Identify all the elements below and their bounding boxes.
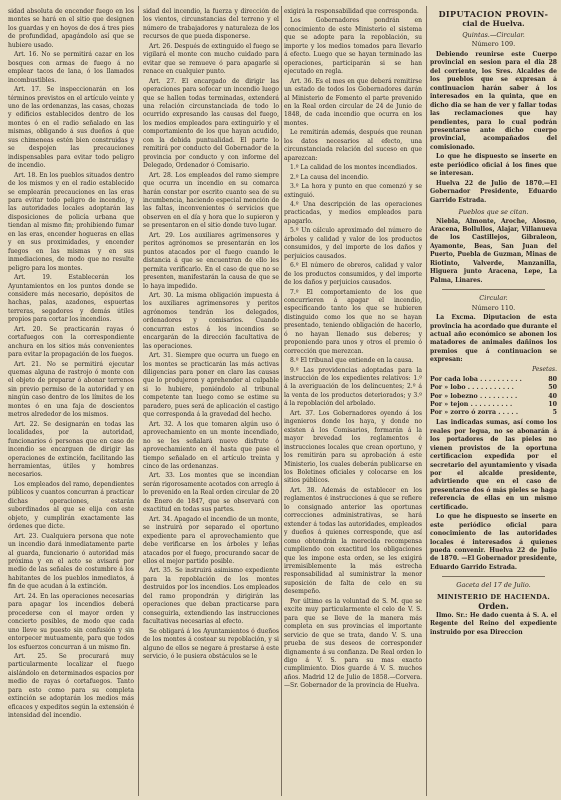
circular-number: Número 110. bbox=[471, 303, 516, 312]
table-row bbox=[430, 409, 557, 417]
article-19: Art. 19. Establecerán los Ayuntamientos en los puntos donde se considere más necesario, depósitos de hachas, palas, azadones, espuertas terreras, segadores y demás útiles propios para cortar los incendios. bbox=[8, 274, 134, 324]
article-16: Art. 16. No se permitirá cazar en los bosques con armas de fuego á no emplear tacos de lana, ó los llamados incombustibles. bbox=[8, 51, 134, 84]
list-item: 3.º La hora y punto en que comenzó y se extinguió. bbox=[284, 183, 422, 199]
article-36: Art. 36. Es el mes en que deberá remitirse un estado de todos los Gobernadores darán al Ministerio de Fomento el parte prevenido en la Real orden circular de 24 de Junio de 1848, de cada incendio que ocurra en los montes. bbox=[284, 77, 422, 127]
article-32: Art. 32. A los que tomaren algún uso ó aprovechamiento en un monte incendiado, no se les señalará nuevo disfrute ó aprovechamiento en él hasta que pase el tiempo señalado en el artículo treinta y cinco de las ordenanzas. bbox=[143, 420, 279, 471]
circular-number: Número 109. bbox=[471, 40, 516, 49]
paragraph: Le remitirán además, después que reunan los datos necesarios al efecto, una circunstanciada relación del suceso en que aparezcan: bbox=[284, 129, 422, 162]
paragraph: Los Gobernadores pondrán en conocimiento de este Ministerio el sistema que se adopte para la repoblación, su importe y los medios tomados para llevarlo á efecto. Luego que se hayan terminado las operaciones, participarán si se han ejecutado en regla. bbox=[284, 17, 422, 76]
column-divider bbox=[426, 6, 427, 796]
column-2 bbox=[143, 8, 279, 794]
article-30: Art. 30. La misma obligación impuesta á los auxiliares agrimensores y peritos agrónomos tendrán los delegados, ordenadores y comisarios. Cuando concurran estos á los incendios se encargarán de la dirección facultativa de las operaciones. bbox=[143, 291, 279, 350]
circular-signature: Huelva 22 de Julio de 1870.—El Gobernador Presidente, Eduardo Garrido Estrada. bbox=[430, 179, 557, 204]
column-divider bbox=[281, 6, 282, 796]
circular-note: Lo que he dispuesto se inserte en este periódico oficial á los fines que se interesan. bbox=[430, 153, 557, 178]
ministry-title: MINISTERIO DE HACIENDA. bbox=[436, 592, 551, 601]
price-item: Por » tejon . . . . . . . . . . bbox=[430, 400, 513, 408]
article-38: Art. 38. Además de establecer en los reglamentos é instrucciones á que se refiere lo consignado anterior las oportunas correcciones administrativas, se hará extender á todas las autoridades, empleados y dueños á quienes corresponde, que así como obtendrán la merecida recompensa cumpliendo con exactitud los obligaciones que les impone esta orden, se les exigirá irremisiblemente la más estrecha responsabilidad al suministrar la menor suposición de falta de celo en su desempeño. bbox=[284, 486, 422, 596]
column-3 bbox=[284, 8, 422, 794]
article-20: Art. 20. Se practicarán rayas ó cortafuegos con la correspondiente anchura en los sitios más convenientes para evitar la propagación de los fuegos. bbox=[8, 325, 134, 359]
divider bbox=[442, 289, 545, 290]
column-divider bbox=[138, 6, 139, 796]
table-row bbox=[430, 393, 557, 401]
price-value: 40 bbox=[548, 392, 557, 400]
section-header: DIPUTACION PROVIN- bbox=[438, 9, 549, 19]
article-24: Art. 24. En las operaciones necesarias para apagar los incendios deberá procederse con el mayor orden y concierto posibles, de modo que cada uno lleve su puesto sin confusión y sin entorpecer mutuamente, para que todos los esfuerzos concurran á un mismo fin. bbox=[8, 592, 134, 651]
list-item: 9.º Las providencias adoptadas para la instrucción de los expedientes relativos: 1.º á la averiguación de los delincuentes; 2.º á la venta de los productos deteriorados; y 3.º á la repoblación del arbolado. bbox=[284, 366, 422, 408]
article-17: Art. 17. Se inspeccionarán en los términos previstos en el artículo veinte y uno de las ordenanzas, las casas, chozas y edificios establecidos dentro de los montes ó en el radio señalado en las mismas, obligando á sus dueños á que sus chimeneas estén bien construidas y se despojen las precauciones indispensables para evitar todo peligro de incendio. bbox=[8, 86, 134, 170]
article-22: Art. 22. Se designarán en todas las localidades, por la autoridad, funcionarios ó personas que en caso de incendio se encarguen de dirigir las operaciones de extinción, facilitando las herramientas, útiles y hombres necesarios. bbox=[8, 420, 134, 479]
article-25: Art. 25. Se procurará muy particularmente localizar el fuego aislándolo en determinados espacios por medio de rayas ó cortafuegos. Tanto para esto como para su completa extinción se adoptarán los medios más eficaces y expeditos según la extensión é intensidad del incendio. bbox=[8, 652, 134, 720]
price-value: 80 bbox=[548, 376, 557, 384]
paragraph: Los empleados del ramo, dependientes públicos y cuantos concurran á practicar dichas operaciones, estarán subordinados al que se elija con este objeto, y cumplirán exactamente las órdenes que dicte. bbox=[8, 480, 134, 531]
table-row bbox=[430, 384, 557, 392]
order-title: Orden. bbox=[478, 601, 509, 612]
pueblos-list: Niebla, Almonte, Aroche, Alosno, Aracena, Bollullos, Alajar, Villanueva de los Castillejos, Gibraleon, Ayamonte, Beas, San Juan del Puerto, Puebla de Guzman, Minas de Riotinto, Valverde, Manzanilla, Higuera junto Aracena, Lepe, La Palma, Linares. bbox=[430, 217, 557, 284]
section-header-sub: cial de Huelva. bbox=[462, 19, 525, 28]
column-4 bbox=[430, 8, 557, 794]
price-item: Por » lobo . . . . . . . . . . . bbox=[430, 384, 514, 392]
article-34: Art. 34. Apagado el incendio de un monte, se instruirá por separado el oportuno expediente para el aprovechamiento que debe verificarse en los árboles y leñas atacados por el fuego, procurando sacar de ellos el mejor partido posible. bbox=[143, 515, 279, 565]
list-item: 4.º Una descripción de las operaciones practicadas, y medios empleados para apagarlo. bbox=[284, 200, 422, 225]
paragraph: Se obligará á los Ayuntamientos ó dueños de los montes á costear su repoblación, y si alguno de ellos se negare á prestarse á este servicio, ó le pusiera obstáculos se le bbox=[143, 627, 279, 660]
price-value: 50 bbox=[548, 384, 557, 392]
list-item: 7.º El comportamiento de los que concurrieren á apagar el incendio, especificando tanto los que se hubieren distinguido como los que no se hayan presentado, teniendo obligación de hacerlo, ó no hayan llenado sus deberes; y proponiendo para unos y otros el premio ó corrección que merezcan. bbox=[284, 288, 422, 355]
price-value: 5 bbox=[552, 409, 557, 417]
paragraph: sidad del incendio, la fuerza y dirección de los vientos, circunstancias del terreno y el número de trabajadores y naturaleza de los recursos de que pueda disponerse. bbox=[143, 8, 279, 41]
pueblos-label: Pueblos que se citan. bbox=[458, 208, 529, 217]
list-item: 2.º La causa del incendio. bbox=[290, 173, 369, 181]
order-body: Ilmo. Sr.: He dado cuenta á S. A. el Regente del Reino del expediente instruido por esa Direccion bbox=[430, 611, 557, 636]
column-1 bbox=[8, 8, 134, 794]
paragraph: Por último es la voluntad de S. M. que se excite muy particularmente el celo de V. S. para que se lleve de la manera más completa en sus provincias el importante servicio de que se trata, dando V. S. una prueba de sus deseos de corresponder dignamente á su confianza. De Real orden lo digo á V. S. para su mas exacto cumplimiento. Dios guarde á V. S. muchos años. Madrid 12 de Julio de 1858.—Corvera.—Sr. Gobernador de la provincia de Huelva. bbox=[284, 597, 422, 690]
article-26: Art. 26. Después de extinguido el fuego se vigilará el monte con mucho cuidado para evitar que se remueve ó para apagarle si renace en cualquier punto. bbox=[143, 42, 279, 76]
circular-label: Quintas.—Circular. bbox=[462, 31, 525, 39]
price-item: Por cada loba . . . . . . . . . . bbox=[430, 376, 522, 384]
price-item: Por » lobezno . . . . . . . . . bbox=[430, 392, 518, 400]
article-31: Art. 31. Siempre que ocurra un fuego en los montes se practicarán las más activas diligencias para poner en claro las causas que lo produjeron y aprehender al culpable si lo hubiere, poniéndolo al tribunal competente tan luego como se estime su paradero, pues será de aplicación el castigo que corresponda á la gravedad del hecho. bbox=[143, 352, 279, 419]
article-35: Art. 35. Se instruirá asimismo expediente para la repoblación de los montes destruidos por los incendios. Los empleados del ramo propondrán y dirigirán las operaciones que deban practicarse para conseguirla, extendiendo las instrucciones facultativas necesarias al efecto. bbox=[143, 567, 279, 626]
table-row bbox=[430, 401, 557, 409]
table-row bbox=[430, 376, 557, 384]
article-27: Art. 27. El encargado de dirigir las operaciones para sofocar un incendio luego que se hallen todas terminadas, extenderá una relación circunstanciada de todo lo ocurrido expresando las causas del fuego, los medios empleados para extinguirlo y el comportamiento de los que hayan acudido, con la debida puntualidad. El parte lo remitirá por conducto del Gobernador de la provincia por conducto y con informe del Delegado, Ordenador ó Comisario. bbox=[143, 77, 279, 170]
divider bbox=[442, 576, 545, 577]
article-23: Art. 23. Cualquiera persona que note un incendio dará inmediatamente parte al guarda, funcionario ó autoridad más próxima y en el acto se avisará por medio de las señales de costumbre á los habitantes de los pueblos inmediatos, á fin de que acudan á la extinción. bbox=[8, 532, 134, 591]
circular-body: Las indicadas sumas, así como los reales por legua, no se abonarán á los portadores de las pieles no vienen provistos de la oportuna certificacion expedida por el secretario del ayuntamiento y visada por el alcalde presidente, advirtiendo que en el caso de presentarse dos ó más pieles se haga referencia de ellas en un mismo certificado. bbox=[430, 419, 557, 511]
price-item: Por » zorro ó zorra . . . . . bbox=[430, 409, 519, 417]
article-28: Art. 28. Los empleados del ramo siempre que ocurra un incendio en su comarca harán constar por escrito cuanto sea de su incumbencia, haciendo especial mención de las faltas, inconvenientes ó servicios que observen en el día y hora que lo supieron y se presentaron en el sitio donde tuvo lugar. bbox=[143, 171, 279, 230]
article-18: Art. 18. En los pueblos situados dentro de los mismos y en el radio establecido se emplearán precauciones en las eras para evitar todo peligro de incendio, y las autoridades locales adoptarán las disposiciones de policía urbana que tiendan al mismo fin; prohibiendo fumar en las eras, encender hogueras en ellas y en sus proximidades, y encender fuegos en las mismas y en sus inmediaciones, de modo que no resulte peligro para los montes. bbox=[8, 171, 134, 272]
price-table bbox=[430, 376, 557, 417]
paragraph: exigirá la responsabilidad que corresponda. bbox=[284, 8, 419, 15]
circular-body: Debiendo reunirse este Cuerpo provincial en sesion para el dia 28 del corriente, los Sres. Alcaldes de los pueblos que se expresan á continuacion harán saber á los interesados en la quinta, que en dicho dia se han de ver y fallar todas las reclamaciones que hay pendientes, para lo cual podrán presentarse ante dicho cuerpo provincial, acompañados del comisionado. bbox=[430, 50, 557, 151]
circular-label: Circular. bbox=[479, 294, 508, 303]
list-item: 6.º El número de obreros, calidad y valor de los productos consumidos, y del importe de los daños y perjuicios causados. bbox=[284, 262, 422, 287]
list-item: 5.º Un cálculo aproximado del número de árboles y calidad y valor de los productos consumidos, y del importe de los daños y perjuicios causados. bbox=[284, 227, 422, 260]
list-item: 1.º La calidad de los montes incendiados. bbox=[290, 164, 418, 172]
price-value: 10 bbox=[548, 400, 557, 408]
gazette-date: Gaceta del 17 de Julio. bbox=[456, 581, 531, 590]
article-37: Art. 37. Los Gobernadores oyendo á los ingenieros donde los haya, y donde no existen á los Comisarios, formarán á la mayor brevedad los reglamentos é instrucciones locales que crean oportuno, y los remitirán para su aprobación á este Ministerio, los cuales deberán publicarse en los Boletines oficiales y colocarse en los sitios públicos. bbox=[284, 409, 422, 485]
circular-body: La Excma. Diputacion de esta provincia ha acordado que durante el actual año económico se abonen los matadores de animales dañinos los premios que á continuacion se expresan: bbox=[430, 314, 557, 364]
article-21: Art. 21. No se permitirá ejecutar quemas alguna de rastrojo ó monte con el objeto de preparar ó abonar terrenos sin previo permiso de la autoridad y en ningún caso dentro de los límites de los montes ó en una faja de doscientos metros alrededor de los mismos. bbox=[8, 360, 134, 419]
list-item: 8.º El tribunal que entiende en la causa. bbox=[290, 357, 414, 365]
paragraph: sidad absoluta de encender fuego en los montes se hará en el sitio que designen los guardas y en hoyos de dos á tres pies de profundidad, apagándolo así que se hubiere usado. bbox=[8, 8, 134, 49]
price-header: Pesetas. bbox=[532, 365, 557, 373]
article-29: Art. 29. Los auxiliares agrimensores y peritos agrónomos se presentarán en los puntos atacados por el fuego cuando le distancia á que se encuentran de ello les permita verificarlo. En el caso de que no se presenten, manifestarán la causa de que se lo haya impedido. bbox=[143, 231, 279, 290]
circular-note: Lo que he dispuesto se inserte en este periódico oficial para conocimiento de las autoridades locales é interesados á quienes pueda convenir. Huelva 22 de Julio de 1870. —El Gobernador presidente, Eduardo Garrido Estrada. bbox=[430, 513, 557, 571]
article-33: Art. 33. Los montes que se incendian serán rigorosamente acotados con arreglo á lo prevenido en la Real orden circular de 20 de Enero de 1847, que se observará con exactitud en todas sus partes. bbox=[143, 472, 279, 514]
